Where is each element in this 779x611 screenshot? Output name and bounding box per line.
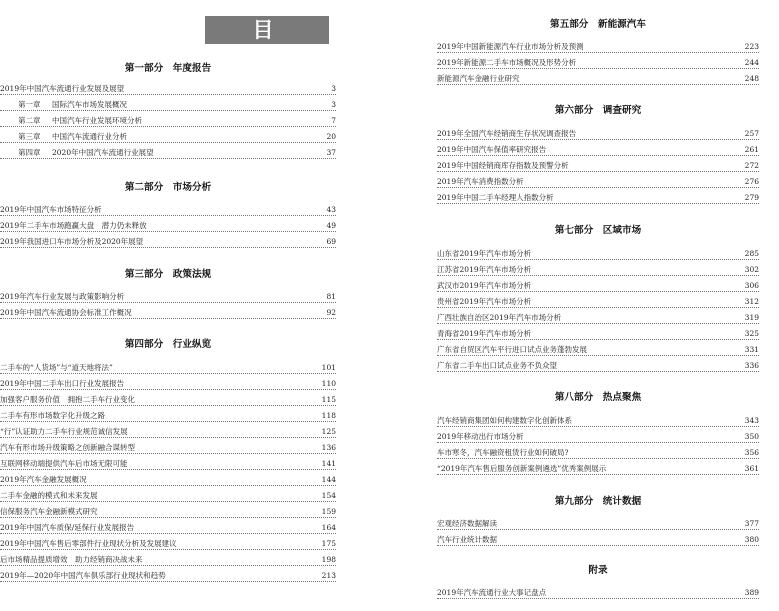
toc-entry[interactable]: 后市场精品提质增效 助力经销商决战未来 198 <box>0 555 336 564</box>
toc-entry[interactable]: 贵州省2019年汽车市场分析 312 <box>437 297 759 306</box>
toc-entry[interactable]: 第一章 国际汽车市场发展概况 3 <box>0 98 336 111</box>
toc-entry[interactable]: 2019年汽车消费指数分析 276 <box>437 177 759 186</box>
left-page <box>0 0 336 611</box>
toc-entry[interactable]: “2019年汽车售后服务创新案例遴选”优秀案例展示 361 <box>437 464 759 473</box>
toc-entry[interactable]: 第四章 2020年中国汽车流通行业展望 37 <box>0 146 336 159</box>
section-heading: 第三部分 政策法规 <box>124 269 212 280</box>
toc-entry[interactable]: 2019年中国二手车出口行业发展报告 110 <box>0 379 336 388</box>
right-page <box>437 0 759 611</box>
toc-entry[interactable]: 2019年我国进口车市场分析及2020年展望 69 <box>0 237 336 246</box>
section-heading: 第九部分 统计数据 <box>554 496 642 507</box>
toc-entry[interactable]: 2019年中国汽车保值率研究报告 261 <box>437 145 759 154</box>
toc-entry[interactable]: 宏观经济数据解读 377 <box>437 519 759 528</box>
toc-entry[interactable]: 2019年汽车行业发展与政策影响分析 81 <box>0 292 336 301</box>
toc-entry[interactable]: 加强客户服务价值 拥抱二手车行业变化 115 <box>0 395 336 404</box>
section-heading: 第五部分 新能源汽车 <box>550 19 646 30</box>
toc-entry[interactable]: 广东省自贸区汽车平行进口试点业务蓬勃发展 331 <box>437 345 759 354</box>
toc-entry[interactable]: 第三章 中国汽车流通行业分析 20 <box>0 130 336 143</box>
toc-entry[interactable]: 汽车经销商集团如何构建数字化创新体系 343 <box>437 416 759 425</box>
toc-entry[interactable]: 互联网移动端提供汽车后市场无限可能 141 <box>0 459 336 468</box>
toc-entry[interactable]: 2019年二手车市场跑赢大盘 潜力仍未释放 49 <box>0 221 336 230</box>
toc-entry[interactable]: 2019年—2020年中国汽车俱乐部行业现状和趋势 213 <box>0 571 336 580</box>
toc-entry[interactable]: 2019年移动出行市场分析 350 <box>437 432 759 441</box>
section-heading: 第四部分 行业纵览 <box>124 339 212 350</box>
toc-entry[interactable]: 2019年汽车金融发展概况 144 <box>0 475 336 484</box>
toc-entry[interactable]: 2019年汽车流通行业大事记盘点 389 <box>437 588 759 597</box>
toc-title: 目 录 <box>205 16 329 44</box>
toc-entry[interactable]: 2019年中国汽车质保/延保行业发展报告 164 <box>0 523 336 532</box>
toc-entry[interactable]: 广东省二手车出口试点业务不负众望 336 <box>437 361 759 370</box>
toc-entry[interactable]: 二手车有形市场数字化升级之路 118 <box>0 411 336 420</box>
section-heading: 第一部分 年度报告 <box>124 63 212 74</box>
toc-entry[interactable]: 武汉市2019年汽车市场分析 306 <box>437 281 759 290</box>
toc-entry[interactable]: 2019年中国汽车流通行业发展及展望 3 <box>0 84 336 93</box>
toc-entry[interactable]: 第二章 中国汽车行业发展环境分析 7 <box>0 114 336 127</box>
section-heading: 第二部分 市场分析 <box>124 182 212 193</box>
toc-entry[interactable]: “行”认证助力二手车行业规范诚信发展 125 <box>0 427 336 436</box>
toc-entry[interactable]: 2019年中国经销商库存指数及预警分析 272 <box>437 161 759 170</box>
toc-entry[interactable]: 新能源汽车金融行业研究 248 <box>437 74 759 83</box>
section-heading: 第六部分 调查研究 <box>554 105 642 116</box>
toc-entry[interactable]: 广西壮族自治区2019年汽车市场分析 319 <box>437 313 759 322</box>
toc-entry[interactable]: 2019年全国汽车经销商生存状况调查报告 257 <box>437 129 759 138</box>
toc-entry[interactable]: 2019年中国汽车市场特征分析 43 <box>0 205 336 214</box>
toc-entry[interactable]: 二手车的“人货场”与“道天地将法” 101 <box>0 363 336 372</box>
toc-entry[interactable]: 青海省2019年汽车市场分析 325 <box>437 329 759 338</box>
toc-entry[interactable]: 2019年中国汽车流通协会标准工作概况 92 <box>0 308 336 317</box>
toc-entry[interactable]: 汽车有形市场升级策略之创新融合谋转型 136 <box>0 443 336 452</box>
toc-entry[interactable]: 江苏省2019年汽车市场分析 302 <box>437 265 759 274</box>
section-heading: 第八部分 热点聚焦 <box>554 392 642 403</box>
toc-entry[interactable]: 汽车行业统计数据 380 <box>437 535 759 544</box>
toc-entry[interactable]: 山东省2019年汽车市场分析 285 <box>437 249 759 258</box>
toc-entry[interactable]: 2019年中国汽车售后零部件行业现状分析及发展建议 175 <box>0 539 336 548</box>
toc-entry[interactable]: 2019年新能源二手车市场概况及形势分析 244 <box>437 58 759 67</box>
toc-entry[interactable]: 二手车金融的模式和未来发展 154 <box>0 491 336 500</box>
toc-entry[interactable]: 2019年中国新能源汽车行业市场分析及预测 223 <box>437 42 759 51</box>
toc-entry[interactable]: 信保服务汽车金融新模式研究 159 <box>0 507 336 516</box>
section-heading: 第七部分 区域市场 <box>554 225 642 236</box>
toc-entry[interactable]: 2019年中国二手车经理人指数分析 279 <box>437 193 759 202</box>
section-heading: 附录 <box>588 565 608 576</box>
toc-entry[interactable]: 车市寒冬，汽车融资租赁行业如何破局? 356 <box>437 448 759 457</box>
